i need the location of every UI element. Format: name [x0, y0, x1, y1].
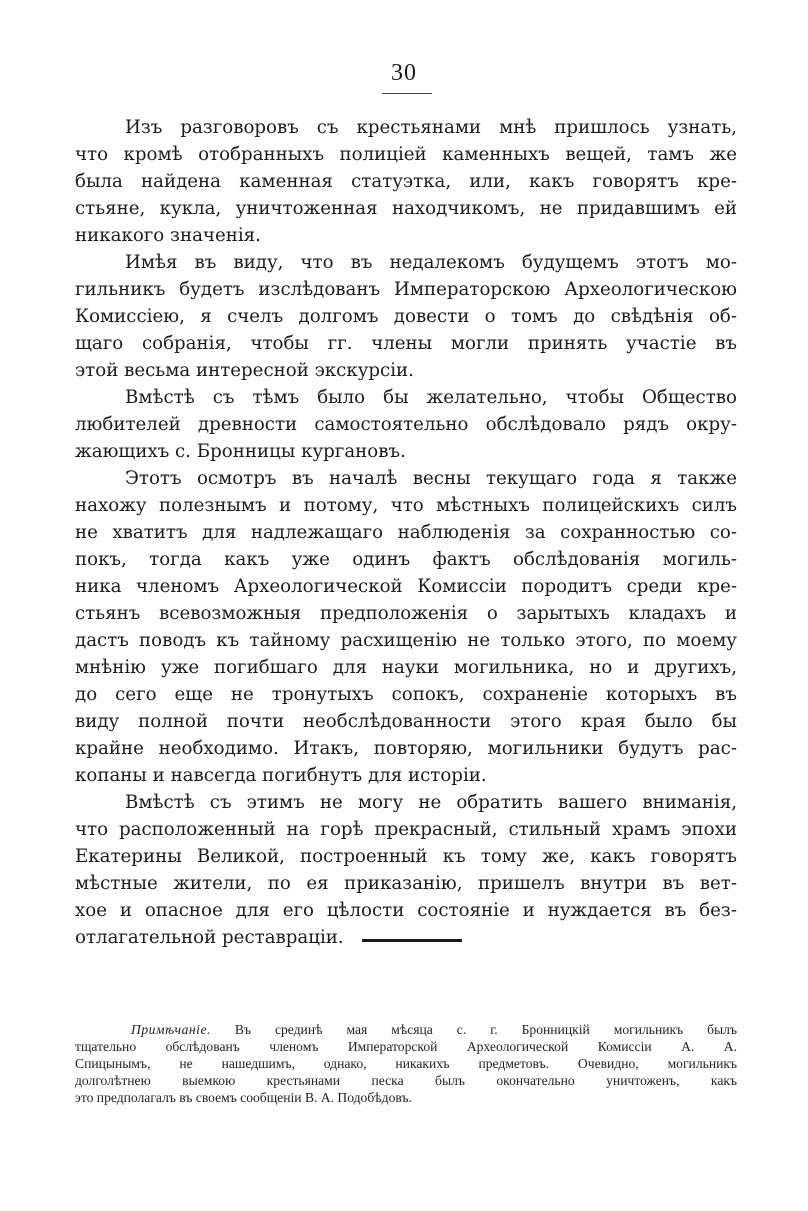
body-line: покъ, тогда какъ уже одинъ фактъ обслѣдованія могиль- — [75, 549, 737, 570]
footnote — [75, 1021, 737, 1106]
body-line: Имѣя въ виду, что въ недалекомъ будущемъ этотъ мо- — [125, 252, 737, 273]
footnote-line: тщательно обслѣдованъ членомъ Императорской Археологической Комиссіи А. А. — [75, 1039, 737, 1054]
body-line: гильникъ будетъ изслѣдованъ Императорскою Археологическою — [75, 279, 737, 300]
body-line: мѣстные жители, по ея приказанію, пришелъ внутри въ вет- — [75, 873, 737, 894]
footnote-line: долголѣтнею выемкою крестьянами песка былъ окончательно уничтоженъ, какъ — [75, 1073, 737, 1088]
body-line: Изъ разговоровъ съ крестьянами мнѣ пришлось узнать, — [125, 117, 737, 138]
body-line: что кромѣ отобранныхъ полиціей каменныхъ вещей, тамъ же — [75, 144, 737, 165]
body-line: этой весьма интересной экскурсіи. — [75, 360, 414, 381]
body-line: нахожу полезнымъ и потому, что мѣстныхъ полицейскихъ силъ — [75, 495, 737, 516]
footnote-line: это предполагалъ въ своемъ сообщеніи В. А. Подобѣдовъ. — [75, 1090, 412, 1105]
footnote-text: Въ срединѣ мая мѣсяца с. г. Бронницкій могильникъ былъ — [234, 1022, 737, 1037]
body-line: отлагательной реставраціи. — [75, 927, 344, 948]
body-line: копаны и навсегда погибнутъ для исторіи. — [75, 765, 487, 786]
footnote-line — [75, 1021, 737, 1038]
body-line: ника членомъ Археологической Комиссіи породитъ среди кре- — [75, 576, 737, 597]
body-line: дастъ поводъ къ тайному расхищенію не только этого, по моему — [75, 630, 737, 651]
footnote-line: Спицынымъ, не нашедшимъ, однако, никакихъ предметовъ. Очевидно, могильникъ — [75, 1056, 737, 1071]
body-line: жающихъ с. Бронницы кургановъ. — [75, 441, 406, 462]
body-line: мнѣнію уже погибшаго для науки могильника, но и другихъ, — [75, 657, 737, 678]
body-line: Екатерины Великой, построенный къ тому же, какъ говорятъ — [75, 846, 737, 867]
body-line: что расположенный на горѣ прекрасный, стильный храмъ эпохи — [75, 819, 737, 840]
body-line: никакого значенія. — [75, 225, 261, 246]
body-line: Вмѣстѣ съ этимъ не могу не обратить вашего вниманія, — [125, 792, 737, 813]
body-line: стьянъ всевозможныя предположенія о зарытыхъ кладахъ и — [75, 603, 737, 624]
page-number: 30 — [391, 60, 417, 86]
footnote-label: Примѣчаніе. — [131, 1022, 211, 1037]
body-line: хое и опасное для его цѣлости состояніе и нуждается въ без- — [75, 900, 737, 921]
body-line: не хватитъ для надлежащаго наблюденія за сохранностью со- — [75, 522, 737, 543]
body-line: любителей древности самостоятельно обслѣдовало рядъ окру- — [75, 414, 737, 435]
page-number-underline — [382, 93, 432, 94]
body-line: крайне необходимо. Итакъ, повторяю, могильники будутъ рас- — [75, 738, 737, 759]
body-line: стьяне, кукла, уничтоженная находчикомъ, не придавшимъ ей — [75, 198, 737, 219]
body-line: Этотъ осмотръ въ началѣ весны текущаго года я также — [125, 468, 737, 489]
body-line: была найдена каменная статуэтка, или, какъ говорятъ кре- — [75, 171, 737, 192]
body-line: до сего еще не тронутыхъ сопокъ, сохраненіе которыхъ въ — [75, 684, 737, 705]
section-separator — [362, 939, 462, 942]
body-text — [75, 114, 737, 951]
body-line: Вмѣстѣ съ тѣмъ было бы желательно, чтобы Общество — [125, 387, 737, 408]
body-line: Комиссіею, я счелъ долгомъ довести о томъ до свѣдѣнія об- — [75, 306, 737, 327]
body-line: виду полной почти необслѣдованности этого края было бы — [75, 711, 737, 732]
body-line: щаго собранія, чтобы гг. члены могли принять участіе въ — [75, 333, 737, 354]
